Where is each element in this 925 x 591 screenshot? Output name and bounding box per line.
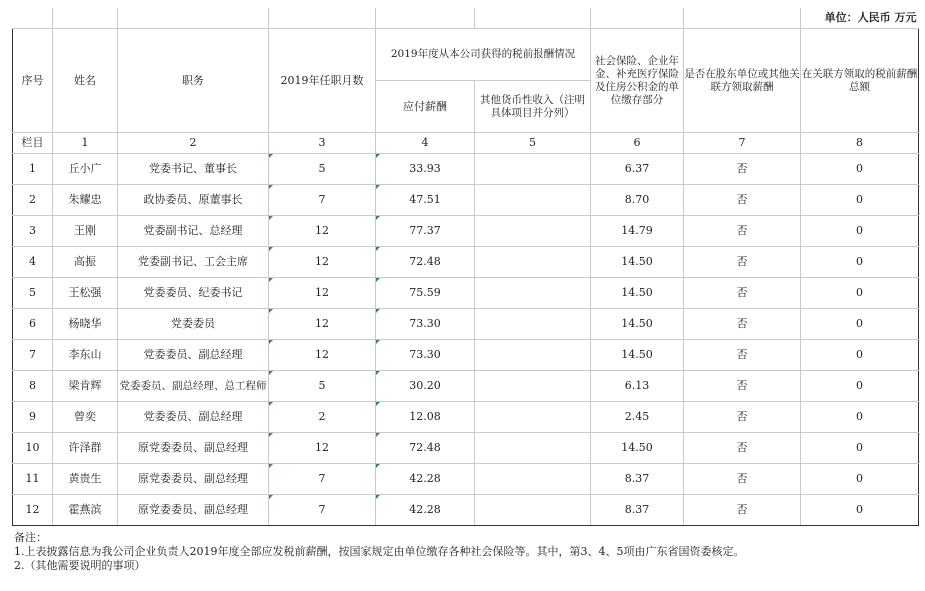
cell-other-income bbox=[475, 371, 591, 402]
table-row bbox=[13, 309, 919, 340]
cell-name: 王刚 bbox=[53, 216, 118, 247]
cell-shareholder-pay: 否 bbox=[684, 340, 801, 371]
cell-seq: 11 bbox=[13, 464, 53, 495]
cell-related-pay: 0 bbox=[801, 247, 919, 278]
cell-related-pay: 0 bbox=[801, 278, 919, 309]
cell-months: 12 bbox=[269, 278, 376, 309]
table-row bbox=[13, 371, 919, 402]
cell-months: 12 bbox=[269, 433, 376, 464]
cell-name: 霍燕滨 bbox=[53, 495, 118, 526]
cell-months: 12 bbox=[269, 247, 376, 278]
cell-position: 党委副书记、工会主席 bbox=[118, 247, 269, 278]
header-pretax-group: 2019年度从本公司获得的税前报酬情况 bbox=[376, 29, 591, 81]
header-related-pay: 在关联方领取的税前薪酬总额 bbox=[801, 29, 919, 133]
cell-name: 朱耀忠 bbox=[53, 185, 118, 216]
cell-salary: 75.59 bbox=[376, 278, 475, 309]
cell-months: 2 bbox=[269, 402, 376, 433]
cell-salary: 47.51 bbox=[376, 185, 475, 216]
cell-salary: 77.37 bbox=[376, 216, 475, 247]
unit-label: 单位：人民币 万元 bbox=[801, 8, 919, 29]
cell-seq: 3 bbox=[13, 216, 53, 247]
cell-name: 丘小广 bbox=[53, 154, 118, 185]
cell-shareholder-pay: 否 bbox=[684, 278, 801, 309]
cell-other-income bbox=[475, 340, 591, 371]
cell-position: 原党委委员、副总经理 bbox=[118, 433, 269, 464]
cell-social-insurance: 6.37 bbox=[591, 154, 684, 185]
column-number-row bbox=[13, 133, 919, 154]
cell-position: 党委委员、副总经理、总工程师 bbox=[118, 371, 269, 402]
cell-months: 7 bbox=[269, 495, 376, 526]
table-row bbox=[13, 402, 919, 433]
cell-position: 党委委员 bbox=[118, 309, 269, 340]
cell-seq: 9 bbox=[13, 402, 53, 433]
cell-social-insurance: 14.50 bbox=[591, 278, 684, 309]
notes-line-1: 1.上表披露信息为我公司企业负责人2019年度全部应发税前薪酬，按国家规定由单位缴存各种社会保险等。其中，第3、4、5项由广东省国资委核定。 bbox=[14, 545, 745, 558]
cell-social-insurance: 2.45 bbox=[591, 402, 684, 433]
cell-months: 12 bbox=[269, 340, 376, 371]
cell-seq: 8 bbox=[13, 371, 53, 402]
cell-social-insurance: 14.50 bbox=[591, 433, 684, 464]
cell-shareholder-pay: 否 bbox=[684, 185, 801, 216]
cell-position: 党委书记、董事长 bbox=[118, 154, 269, 185]
cell-other-income bbox=[475, 433, 591, 464]
table-row bbox=[13, 495, 919, 526]
cell-shareholder-pay: 否 bbox=[684, 495, 801, 526]
notes-title: 备注： bbox=[14, 531, 47, 544]
cell-shareholder-pay: 否 bbox=[684, 433, 801, 464]
cell-seq: 12 bbox=[13, 495, 53, 526]
cell-related-pay: 0 bbox=[801, 433, 919, 464]
colnum-cell: 1 bbox=[53, 133, 118, 154]
cell-salary: 72.48 bbox=[376, 247, 475, 278]
cell-salary: 12.08 bbox=[376, 402, 475, 433]
cell-social-insurance: 14.50 bbox=[591, 340, 684, 371]
cell-months: 12 bbox=[269, 309, 376, 340]
cell-social-insurance: 8.70 bbox=[591, 185, 684, 216]
cell-related-pay: 0 bbox=[801, 402, 919, 433]
cell-name: 王松强 bbox=[53, 278, 118, 309]
cell-related-pay: 0 bbox=[801, 154, 919, 185]
header-row-1 bbox=[13, 29, 919, 81]
table-row bbox=[13, 340, 919, 371]
cell-seq: 10 bbox=[13, 433, 53, 464]
colnum-cell: 3 bbox=[269, 133, 376, 154]
cell-salary: 73.30 bbox=[376, 309, 475, 340]
cell-social-insurance: 8.37 bbox=[591, 495, 684, 526]
colnum-cell: 8 bbox=[801, 133, 919, 154]
cell-name: 梁肯辉 bbox=[53, 371, 118, 402]
cell-other-income bbox=[475, 216, 591, 247]
cell-name: 许泽群 bbox=[53, 433, 118, 464]
cell-related-pay: 0 bbox=[801, 495, 919, 526]
cell-name: 高振 bbox=[53, 247, 118, 278]
cell-position: 党委委员、副总经理 bbox=[118, 402, 269, 433]
table-row bbox=[13, 216, 919, 247]
header-payable-salary: 应付薪酬 bbox=[376, 81, 475, 133]
cell-position: 原党委委员、副总经理 bbox=[118, 495, 269, 526]
cell-related-pay: 0 bbox=[801, 464, 919, 495]
table-row bbox=[13, 185, 919, 216]
header-other-income: 其他货币性收入（注明具体项目并分列） bbox=[475, 81, 591, 133]
header-shareholder-pay: 是否在股东单位或其他关联方领取薪酬 bbox=[684, 29, 801, 133]
cell-shareholder-pay: 否 bbox=[684, 216, 801, 247]
cell-other-income bbox=[475, 495, 591, 526]
cell-salary: 73.30 bbox=[376, 340, 475, 371]
cell-related-pay: 0 bbox=[801, 371, 919, 402]
cell-salary: 30.20 bbox=[376, 371, 475, 402]
cell-related-pay: 0 bbox=[801, 340, 919, 371]
cell-other-income bbox=[475, 309, 591, 340]
cell-salary: 42.28 bbox=[376, 495, 475, 526]
cell-social-insurance: 14.79 bbox=[591, 216, 684, 247]
cell-shareholder-pay: 否 bbox=[684, 247, 801, 278]
cell-other-income bbox=[475, 185, 591, 216]
cell-related-pay: 0 bbox=[801, 185, 919, 216]
colnum-cell: 5 bbox=[475, 133, 591, 154]
table-row bbox=[13, 247, 919, 278]
cell-name: 曾奕 bbox=[53, 402, 118, 433]
cell-name: 杨晓华 bbox=[53, 309, 118, 340]
notes-line-2: 2.（其他需要说明的事项） bbox=[14, 559, 146, 572]
cell-months: 5 bbox=[269, 371, 376, 402]
cell-other-income bbox=[475, 278, 591, 309]
cell-social-insurance: 8.37 bbox=[591, 464, 684, 495]
salary-table bbox=[12, 8, 919, 526]
cell-name: 李东山 bbox=[53, 340, 118, 371]
header-months: 2019年任职月数 bbox=[269, 29, 376, 133]
cell-position: 政协委员、原董事长 bbox=[118, 185, 269, 216]
table-row bbox=[13, 464, 919, 495]
cell-months: 7 bbox=[269, 185, 376, 216]
cell-seq: 5 bbox=[13, 278, 53, 309]
cell-months: 5 bbox=[269, 154, 376, 185]
cell-seq: 4 bbox=[13, 247, 53, 278]
header-position: 职务 bbox=[118, 29, 269, 133]
unit-row bbox=[13, 8, 919, 29]
cell-shareholder-pay: 否 bbox=[684, 402, 801, 433]
header-social-insurance: 社会保险、企业年金、补充医疗保险及住房公积金的单位缴存部分 bbox=[591, 29, 684, 133]
cell-salary: 72.48 bbox=[376, 433, 475, 464]
cell-seq: 2 bbox=[13, 185, 53, 216]
header-name: 姓名 bbox=[53, 29, 118, 133]
colnum-cell: 栏目 bbox=[13, 133, 53, 154]
cell-months: 7 bbox=[269, 464, 376, 495]
cell-months: 12 bbox=[269, 216, 376, 247]
cell-social-insurance: 14.50 bbox=[591, 309, 684, 340]
header-seq: 序号 bbox=[13, 29, 53, 133]
colnum-cell: 2 bbox=[118, 133, 269, 154]
table-row bbox=[13, 433, 919, 464]
colnum-cell: 4 bbox=[376, 133, 475, 154]
cell-related-pay: 0 bbox=[801, 309, 919, 340]
table-row bbox=[13, 154, 919, 185]
cell-shareholder-pay: 否 bbox=[684, 309, 801, 340]
cell-position: 原党委委员、副总经理 bbox=[118, 464, 269, 495]
cell-seq: 6 bbox=[13, 309, 53, 340]
colnum-cell: 7 bbox=[684, 133, 801, 154]
cell-name: 黄贵生 bbox=[53, 464, 118, 495]
cell-related-pay: 0 bbox=[801, 216, 919, 247]
cell-social-insurance: 14.50 bbox=[591, 247, 684, 278]
cell-salary: 42.28 bbox=[376, 464, 475, 495]
cell-other-income bbox=[475, 464, 591, 495]
cell-position: 党委副书记、总经理 bbox=[118, 216, 269, 247]
cell-salary: 33.93 bbox=[376, 154, 475, 185]
cell-shareholder-pay: 否 bbox=[684, 371, 801, 402]
notes bbox=[14, 531, 744, 573]
cell-shareholder-pay: 否 bbox=[684, 154, 801, 185]
cell-position: 党委委员、副总经理 bbox=[118, 340, 269, 371]
cell-social-insurance: 6.13 bbox=[591, 371, 684, 402]
cell-shareholder-pay: 否 bbox=[684, 464, 801, 495]
cell-position: 党委委员、纪委书记 bbox=[118, 278, 269, 309]
cell-other-income bbox=[475, 154, 591, 185]
cell-other-income bbox=[475, 402, 591, 433]
table-row bbox=[13, 278, 919, 309]
cell-seq: 7 bbox=[13, 340, 53, 371]
cell-other-income bbox=[475, 247, 591, 278]
cell-seq: 1 bbox=[13, 154, 53, 185]
colnum-cell: 6 bbox=[591, 133, 684, 154]
